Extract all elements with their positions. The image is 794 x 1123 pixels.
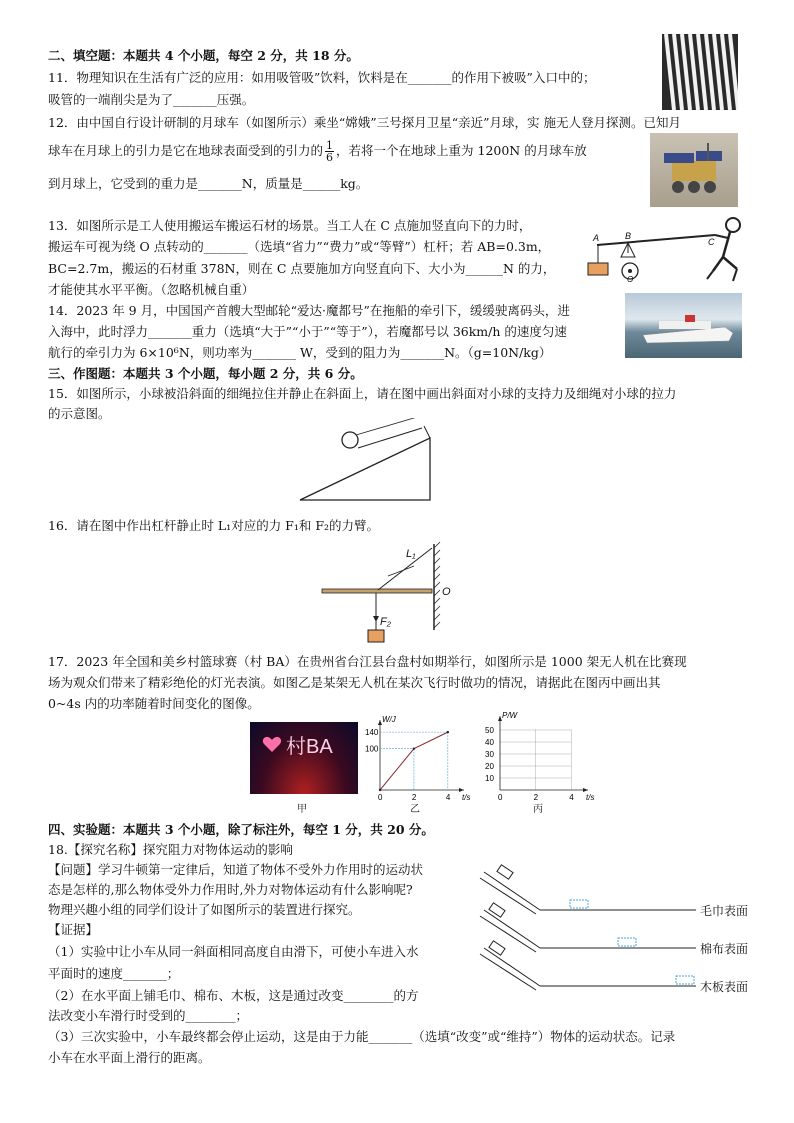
q12-line-2 [48,140,587,163]
q15-line-2: 的示意图。 [48,406,111,421]
q14-line-1: 14．2023 年 9 月，中国国产首艘大型邮轮“爱达·魔都号”在拖船的牵引下，缓缓驶离码头，进 [48,303,570,318]
q12-line-1: 12．由中国自行设计研制的月球车（如图所示）乘坐“嫦娥”三号探月卫星“亲近”月球，实 施无人登月探测。已知月 [48,115,681,130]
data-point [413,747,415,749]
cart-lever-figure [585,213,745,293]
q12-line-3: 到月球上，它受到的重力是_______N，质量是______kg。 [48,176,369,191]
x-tick-label: 2 [533,793,539,802]
q17-line-2: 场为观众们带来了精彩绝伦的灯光表演。如图乙是某架无人机在某次飞行时做功的情况，请据此在图丙中画出其 [48,675,661,690]
y-tick-label: 30 [485,750,494,759]
y-axis-label: P/W [502,712,518,720]
y-tick-label: 50 [485,726,494,735]
q12-line-2b: ，若将一个在地球上重为 1200N 的月球车放 [336,143,587,158]
q18-line-9: 法改变小车滑行时受到的________； [48,1008,249,1023]
straws-photo [662,34,738,110]
q11-line-2: 吸管的一端削尖是为了_______压强。 [48,92,255,107]
x-axis-label: t/s [462,793,470,802]
x-arrow [459,788,464,792]
caption-jia: 甲 [297,804,307,815]
data-point [379,789,381,791]
q17-line-3: 0~4s 内的功率随着时间变化的图像。 [48,696,260,711]
L1-label: L₁ [406,548,416,560]
q18-line-11: 小车在水平面上滑行的距离。 [48,1050,211,1065]
y-tick-label: 20 [485,762,494,771]
q13-line-4: 才能使其水平平衡。（忽略机械自重） [48,282,255,297]
section-3-heading: 三、作图题：本题共 3 个小题，每小题 2 分，共 6 分。 [48,366,363,381]
q17-line-1: 17．2023 年全国和美乡村篮球赛（村 BA）在贵州省台江县台盘村如期举行，如图所示是 1000 架无人机在比赛现 [48,654,687,669]
F2-label: F₂ [380,616,391,628]
incline-ball-figure [296,418,436,504]
q14-line-3: 航行的牵引力为 6×10⁶N，则功率为_______ W，受到的阻力为_______N。（g=10N/kg） [48,345,552,360]
section-4-heading: 四、实验题：本题共 3 个小题，除了标注外，每空 1 分，共 20 分。 [48,822,434,837]
caption-yi: 乙 [410,804,420,815]
surface-cotton-label: 棉布表面 [700,942,749,956]
point-O-label: O [627,275,634,284]
y-tick-label: 40 [485,738,494,747]
point-C-label: C [708,237,715,247]
ramps-figure [478,858,768,998]
x-tick-label: 2 [411,793,417,802]
q11-line-1: 11．物理知识在生活有广泛的应用：如用吸管吸”饮料，饮料是在_______的作用下被吸”入口中的； [48,70,596,85]
y-axis-label: W/J [382,715,396,724]
q18-line-6: （1）实验中让小车从同一斜面相同高度自由滑下，可使小车进入水 [48,944,419,959]
x-arrow [583,788,588,792]
q16-line-1: 16．请在图中作出杠杆静止时 L₁对应的力 F₁和 F₂的力臂。 [48,518,380,533]
q18-line-3: 态是怎样的,那么物体受外力作用时,外力对物体运动有什么影响呢? [48,882,413,897]
x-tick-label: 0 [498,793,503,802]
q18-line-7: 平面时的速度_______； [48,966,180,981]
surface-towel-label: 毛巾表面 [700,904,749,918]
lunar-rover-photo [650,133,738,207]
wall-lever-figure [318,540,451,648]
data-point [447,731,449,733]
q18-line-1: 18.【探究名称】探究阻力对物体运动的影响 [48,842,293,857]
x-tick-label: 4 [445,793,451,802]
y-tick-label: 140 [365,728,379,738]
q13-line-3: BC=2.7m，搬运的石材重 378N，则在 C 点要施加方向竖直向下、大小为______N 的力， [48,261,556,276]
drone-show-photo [250,722,358,794]
q13-line-2: 搬运车可视为绕 O 点转动的_______（选填“省力”“费力”或“等臂”）杠杆；若 AB=0.3m， [48,239,551,254]
work-time-chart [360,712,470,802]
y-tick-label: 10 [485,774,494,783]
q15-line-1: 15．如图所示，小球被沿斜面的细绳拉住并静止在斜面上，请在图中画出斜面对小球的支持力及细绳对小球的拉力 [48,386,677,401]
point-B-label: B [625,231,632,241]
x-tick-label: 0 [378,793,383,802]
y-tick-label: 100 [365,744,379,754]
q18-line-10: （3）三次实验中，小车最终都会停止运动，这是由于力能_______（选填“改变”或“维持”）物体的运动状态。记录 [48,1029,676,1044]
photo-text: 村BA [286,736,333,758]
x-tick-label: 4 [569,793,574,802]
q18-line-4: 物理兴趣小组的同学们设计了如图所示的装置进行探究。 [48,902,361,917]
cruise-ship-photo [625,293,742,358]
x-axis-label: t/s [586,793,595,802]
q14-line-2: 入海中，此时浮力_______重力（选填“大于”“小于”“等于”），若魔都号以 36km/h 的速度匀速 [48,324,567,339]
point-A-label: A [593,233,600,243]
surface-wood-label: 木板表面 [700,980,749,994]
fraction-one-sixth: $\frac{1}{6}$ [326,139,334,164]
q18-line-8: （2）在水平面上铺毛巾、棉布、木板，这是通过改变________的方 [48,988,419,1003]
q18-line-2: 【问题】学习牛顿第一定律后，知道了物体不受外力作用时的运动状 [48,862,424,877]
pivot-O-label: O [442,586,451,598]
q18-line-5: 【证据】 [48,922,99,937]
q13-line-1: 13．如图所示是工人使用搬运车搬运石材的场景。当工人在 C 点施加竖直向下的力时， [48,218,532,233]
section-2-heading: 二、填空题：本题共 4 个小题，每空 2 分，共 18 分。 [48,48,359,63]
q12-line-2a: 球车在月球上的引力是它在地球表面受到的引力的 [48,143,324,158]
power-time-chart [478,712,598,802]
caption-bing: 丙 [533,804,543,815]
